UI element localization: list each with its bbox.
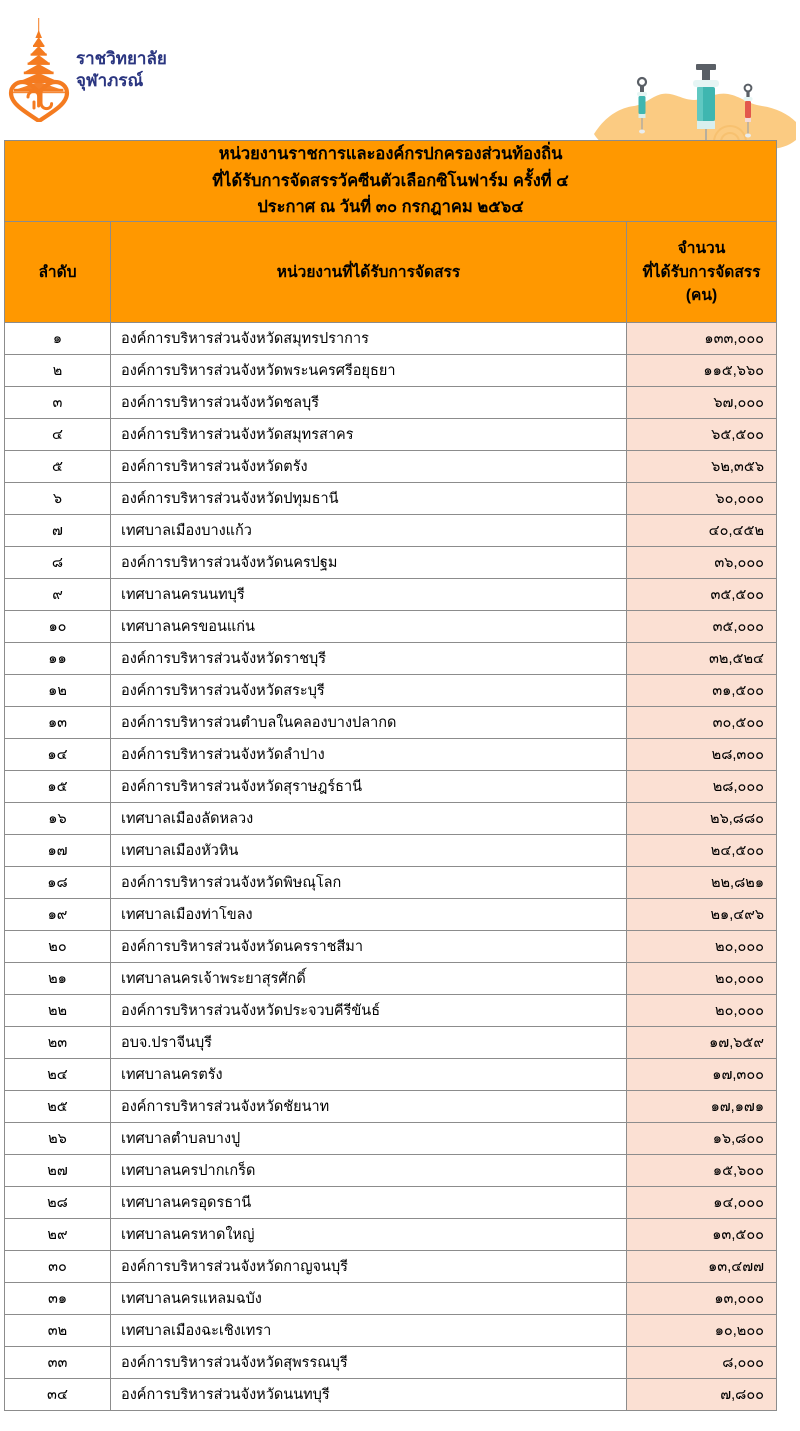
- row-number: ๒๕: [5, 1091, 111, 1123]
- table-row: [5, 1219, 777, 1251]
- table-row: [5, 931, 777, 963]
- table-row: [5, 579, 777, 611]
- row-number: ๑๕: [5, 771, 111, 803]
- table-row: [5, 643, 777, 675]
- row-organization: เทศบาลเมืองบางแก้ว: [111, 515, 627, 547]
- table-row: [5, 323, 777, 355]
- row-number: ๕: [5, 451, 111, 483]
- row-organization: องค์การบริหารส่วนจังหวัดชัยนาท: [111, 1091, 627, 1123]
- row-organization: องค์การบริหารส่วนจังหวัดตรัง: [111, 451, 627, 483]
- table-row: [5, 1123, 777, 1155]
- table-row: [5, 963, 777, 995]
- row-organization: องค์การบริหารส่วนจังหวัดนครปฐม: [111, 547, 627, 579]
- row-amount: ๒๖,๘๘๐: [627, 803, 777, 835]
- table-row: [5, 1251, 777, 1283]
- row-amount: ๘,๐๐๐: [627, 1347, 777, 1379]
- row-organization: เทศบาลเมืองท่าโขลง: [111, 899, 627, 931]
- table-row: [5, 1027, 777, 1059]
- row-number: ๑๗: [5, 835, 111, 867]
- document-header: [0, 0, 800, 140]
- row-amount: ๖๒,๓๕๖: [627, 451, 777, 483]
- table-row: [5, 1347, 777, 1379]
- row-number: ๒๗: [5, 1155, 111, 1187]
- row-organization: เทศบาลเมืองฉะเชิงเทรา: [111, 1315, 627, 1347]
- syringe-icon: [744, 85, 753, 138]
- row-number: ๓: [5, 387, 111, 419]
- row-organization: องค์การบริหารส่วนจังหวัดปทุมธานี: [111, 483, 627, 515]
- row-organization: องค์การบริหารส่วนจังหวัดสมุทรปราการ: [111, 323, 627, 355]
- table-row: [5, 803, 777, 835]
- table-row: [5, 547, 777, 579]
- row-number: ๒๙: [5, 1219, 111, 1251]
- row-number: ๑๒: [5, 675, 111, 707]
- table-row: [5, 387, 777, 419]
- row-number: ๒๓: [5, 1027, 111, 1059]
- organization-name: [76, 48, 167, 93]
- row-organization: อบจ.ปราจีนบุรี: [111, 1027, 627, 1059]
- title-row: [5, 141, 777, 222]
- row-number: ๓๓: [5, 1347, 111, 1379]
- row-number: ๑๘: [5, 867, 111, 899]
- organization-name-line2: จุฬาภรณ์: [76, 71, 144, 90]
- row-amount: ๑๓,๔๗๗: [627, 1251, 777, 1283]
- row-number: ๓๐: [5, 1251, 111, 1283]
- row-number: ๒๔: [5, 1059, 111, 1091]
- row-number: ๗: [5, 515, 111, 547]
- row-amount: ๒๘,๐๐๐: [627, 771, 777, 803]
- row-organization: เทศบาลนครนนทบุรี: [111, 579, 627, 611]
- column-header-amount: [627, 222, 777, 323]
- title-line-2: ที่ได้รับการจัดสรรวัคซีนตัวเลือกซิโนฟาร์ม ครั้งที่ ๔: [212, 171, 569, 190]
- table-row: [5, 355, 777, 387]
- row-number: ๑: [5, 323, 111, 355]
- row-amount: ๑๗,๑๗๑: [627, 1091, 777, 1123]
- row-organization: เทศบาลนครขอนแก่น: [111, 611, 627, 643]
- table-row: [5, 419, 777, 451]
- row-amount: ๗,๘๐๐: [627, 1379, 777, 1411]
- table-row: [5, 867, 777, 899]
- row-number: ๓๔: [5, 1379, 111, 1411]
- row-number: ๒๐: [5, 931, 111, 963]
- row-organization: เทศบาลเมืองหัวหิน: [111, 835, 627, 867]
- row-amount: ๒๐,๐๐๐: [627, 931, 777, 963]
- row-amount: ๑๐,๒๐๐: [627, 1315, 777, 1347]
- table-row: [5, 739, 777, 771]
- row-organization: องค์การบริหารส่วนตำบลในคลองบางปลากด: [111, 707, 627, 739]
- row-organization: องค์การบริหารส่วนจังหวัดนนทบุรี: [111, 1379, 627, 1411]
- row-organization: องค์การบริหารส่วนจังหวัดราชบุรี: [111, 643, 627, 675]
- organization-logo: [8, 18, 167, 122]
- row-amount: ๑๔,๐๐๐: [627, 1187, 777, 1219]
- row-amount: ๑๓,๕๐๐: [627, 1219, 777, 1251]
- row-organization: องค์การบริหารส่วนจังหวัดพิษณุโลก: [111, 867, 627, 899]
- column-header-organization: หน่วยงานที่ได้รับการจัดสรร: [111, 222, 627, 323]
- row-number: ๑๖: [5, 803, 111, 835]
- table-row: [5, 1187, 777, 1219]
- row-amount: ๑๑๕,๖๖๐: [627, 355, 777, 387]
- allocation-table: [4, 140, 777, 1411]
- organization-name-line1: ราชวิทยาลัย: [76, 48, 167, 68]
- title-line-3: ประกาศ ณ วันที่ ๓๐ กรกฎาคม ๒๕๖๔: [257, 198, 524, 217]
- row-organization: เทศบาลนครหาดใหญ่: [111, 1219, 627, 1251]
- row-organization: เทศบาลนครตรัง: [111, 1059, 627, 1091]
- table-row: [5, 1315, 777, 1347]
- row-amount: ๒๒,๘๒๑: [627, 867, 777, 899]
- row-amount: ๔๐,๔๕๒: [627, 515, 777, 547]
- table-row: [5, 1155, 777, 1187]
- row-organization: องค์การบริหารส่วนจังหวัดชลบุรี: [111, 387, 627, 419]
- row-number: ๑๐: [5, 611, 111, 643]
- row-organization: เทศบาลนครแหลมฉบัง: [111, 1283, 627, 1315]
- table-row: [5, 771, 777, 803]
- row-number: ๒: [5, 355, 111, 387]
- row-amount: ๑๓,๐๐๐: [627, 1283, 777, 1315]
- row-number: ๑๓: [5, 707, 111, 739]
- row-amount: ๖๐,๐๐๐: [627, 483, 777, 515]
- table-row: [5, 835, 777, 867]
- table-row: [5, 483, 777, 515]
- column-header-amount-line3: (คน): [685, 286, 718, 304]
- row-amount: ๒๐,๐๐๐: [627, 995, 777, 1027]
- row-amount: ๓๕,๐๐๐: [627, 611, 777, 643]
- row-amount: ๓๑,๕๐๐: [627, 675, 777, 707]
- row-amount: ๑๗,๖๕๙: [627, 1027, 777, 1059]
- row-amount: ๒๘,๓๐๐: [627, 739, 777, 771]
- table-row: [5, 1283, 777, 1315]
- table-row: [5, 451, 777, 483]
- row-amount: ๒๔,๕๐๐: [627, 835, 777, 867]
- table-row: [5, 515, 777, 547]
- table-row: [5, 675, 777, 707]
- row-organization: องค์การบริหารส่วนจังหวัดสมุทรสาคร: [111, 419, 627, 451]
- column-header-row: [5, 222, 777, 323]
- syringe-icon: [637, 78, 647, 134]
- row-number: ๖: [5, 483, 111, 515]
- column-header-amount-line2: ที่ได้รับการจัดสรร: [642, 263, 761, 281]
- table-row: [5, 1379, 777, 1411]
- row-organization: องค์การบริหารส่วนจังหวัดสระบุรี: [111, 675, 627, 707]
- row-organization: องค์การบริหารส่วนจังหวัดสุราษฎร์ธานี: [111, 771, 627, 803]
- row-amount: ๑๓๓,๐๐๐: [627, 323, 777, 355]
- row-number: ๒๒: [5, 995, 111, 1027]
- row-amount: ๓๐,๕๐๐: [627, 707, 777, 739]
- chulabhorn-royal-academy-logo: [8, 18, 70, 122]
- row-amount: ๒๑,๔๙๖: [627, 899, 777, 931]
- row-number: ๑๙: [5, 899, 111, 931]
- row-number: ๒๘: [5, 1187, 111, 1219]
- row-organization: องค์การบริหารส่วนจังหวัดกาญจนบุรี: [111, 1251, 627, 1283]
- table-row: [5, 707, 777, 739]
- row-organization: องค์การบริหารส่วนจังหวัดประจวบคีรีขันธ์: [111, 995, 627, 1027]
- row-number: ๒๖: [5, 1123, 111, 1155]
- row-number: ๑๔: [5, 739, 111, 771]
- row-amount: ๓๒,๕๒๔: [627, 643, 777, 675]
- column-header-amount-line1: จำนวน: [677, 240, 726, 258]
- title-line-1: หน่วยงานราชการและองค์กรปกครองส่วนท้องถิ่น: [218, 145, 563, 163]
- table-row: [5, 995, 777, 1027]
- row-organization: องค์การบริหารส่วนจังหวัดสุพรรณบุรี: [111, 1347, 627, 1379]
- row-amount: ๖๗,๐๐๐: [627, 387, 777, 419]
- row-organization: เทศบาลนครปากเกร็ด: [111, 1155, 627, 1187]
- row-organization: องค์การบริหารส่วนจังหวัดนครราชสีมา: [111, 931, 627, 963]
- row-amount: ๓๖,๐๐๐: [627, 547, 777, 579]
- row-number: ๑๑: [5, 643, 111, 675]
- allocation-table-body: [5, 323, 777, 1411]
- row-amount: ๖๕,๕๐๐: [627, 419, 777, 451]
- table-row: [5, 611, 777, 643]
- row-organization: เทศบาลเมืองลัดหลวง: [111, 803, 627, 835]
- row-amount: ๒๐,๐๐๐: [627, 963, 777, 995]
- row-organization: เทศบาลนครอุดรธานี: [111, 1187, 627, 1219]
- row-amount: ๑๖,๘๐๐: [627, 1123, 777, 1155]
- row-number: ๘: [5, 547, 111, 579]
- table-row: [5, 899, 777, 931]
- row-number: ๒๑: [5, 963, 111, 995]
- row-amount: ๓๕,๕๐๐: [627, 579, 777, 611]
- row-amount: ๑๗,๓๐๐: [627, 1059, 777, 1091]
- row-number: ๔: [5, 419, 111, 451]
- row-organization: เทศบาลนครเจ้าพระยาสุรศักดิ์: [111, 963, 627, 995]
- table-row: [5, 1091, 777, 1123]
- row-organization: องค์การบริหารส่วนจังหวัดพระนครศรีอยุธยา: [111, 355, 627, 387]
- row-number: ๙: [5, 579, 111, 611]
- row-number: ๓๑: [5, 1283, 111, 1315]
- row-organization: เทศบาลตำบลบางปู: [111, 1123, 627, 1155]
- document-title: [5, 141, 777, 222]
- row-amount: ๑๕,๖๐๐: [627, 1155, 777, 1187]
- row-organization: องค์การบริหารส่วนจังหวัดลำปาง: [111, 739, 627, 771]
- row-number: ๓๒: [5, 1315, 111, 1347]
- table-row: [5, 1059, 777, 1091]
- column-header-no: ลำดับ: [5, 222, 111, 323]
